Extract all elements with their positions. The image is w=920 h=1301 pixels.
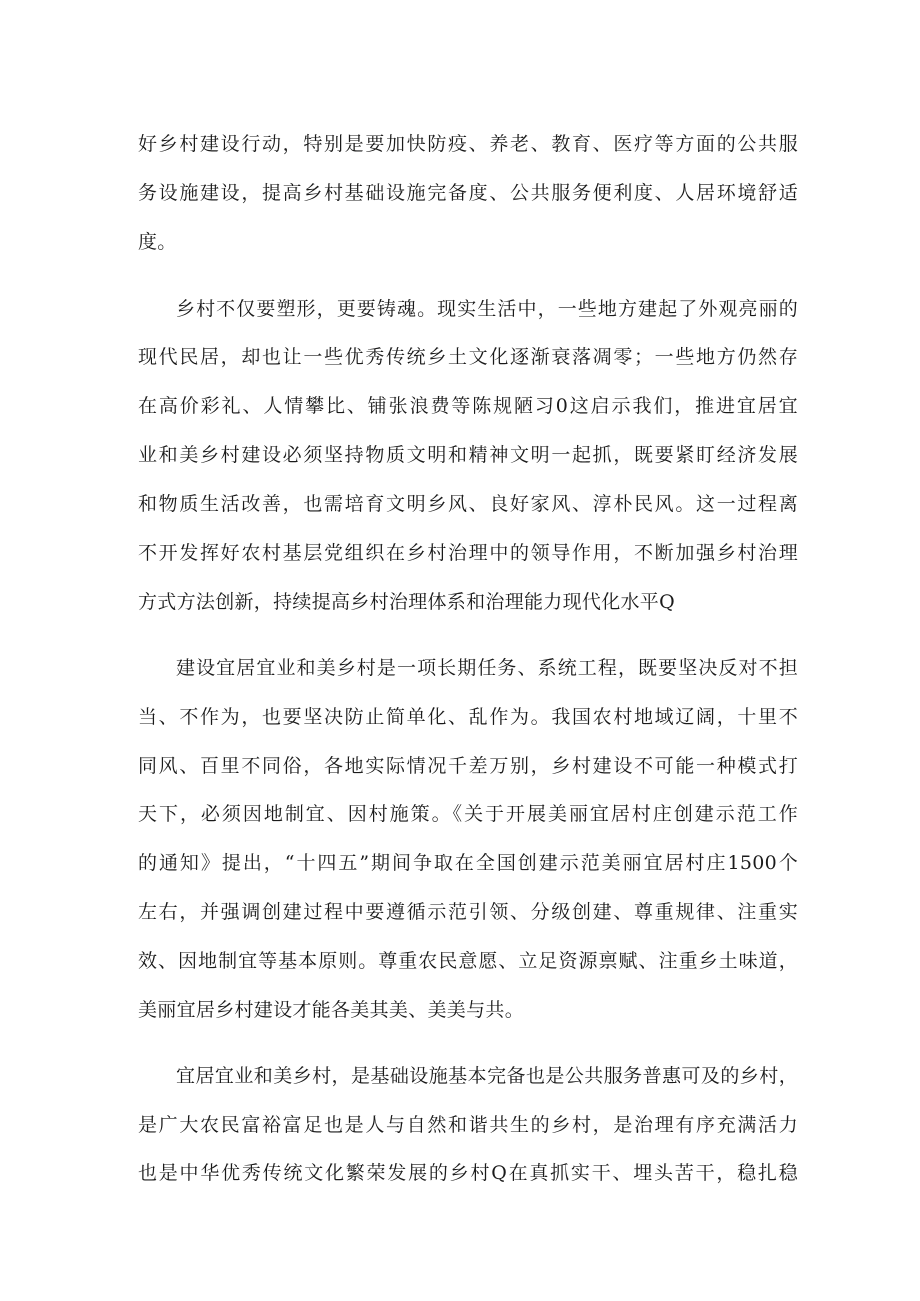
text-line: 同风、百里不同俗，各地实际情况千差万别，乡村建设不可能一种模式打 bbox=[138, 755, 798, 777]
text-line: 现代民居，却也让一些优秀传统乡土文化逐渐衰落凋零；一些地方仍然存 bbox=[138, 346, 798, 368]
text-line: 好乡村建设行动，特别是要加快防疫、养老、教育、医疗等方面的公共服 bbox=[138, 133, 798, 155]
text-line: 乡村不仅要塑形，更要铸魂。现实生活中，一些地方建起了外观亮丽的 bbox=[176, 298, 798, 320]
text-line: 天下，必须因地制宜、因村施策。《关于开展美丽宜居村庄创建示范工作 bbox=[138, 803, 798, 825]
text-line: 的通知》提出，“十四五”期间争取在全国创建示范美丽宜居村庄1500个 bbox=[138, 852, 798, 874]
text-line: 也是中华优秀传统文化繁荣发展的乡村Q在真抓实干、埋头苦干，稳扎稳 bbox=[138, 1162, 798, 1184]
text-line: 方式方法创新，持续提高乡村治理体系和治理能力现代化水平Q bbox=[138, 591, 675, 613]
text-line: 效、因地制宜等基本原则。尊重农民意愿、立足资源禀赋、注重乡土味道， bbox=[138, 950, 798, 972]
text-line: 建设宜居宜业和美乡村是一项长期任务、系统工程，既要坚决反对不担 bbox=[176, 657, 798, 679]
text-line: 宜居宜业和美乡村，是基础设施基本完备也是公共服务普惠可及的乡村， bbox=[176, 1065, 798, 1087]
text-line: 左右，并强调创建过程中要遵循示范引领、分级创建、尊重规律、注重实 bbox=[138, 901, 798, 923]
text-line: 不开发挥好农村基层党组织在乡村治理中的领导作用，不断加强乡村治理 bbox=[138, 542, 798, 564]
text-line: 业和美乡村建设必须坚持物质文明和精神文明一起抓，既要紧盯经济发展 bbox=[138, 444, 798, 466]
text-line: 度。 bbox=[138, 231, 177, 253]
text-line: 是广大农民富裕富足也是人与自然和谐共生的乡村，是治理有序充满活力 bbox=[138, 1114, 798, 1136]
text-line: 和物质生活改善，也需培育文明乡风、良好家风、淳朴民风。这一过程离 bbox=[138, 493, 798, 515]
text-line: 当、不作为，也要坚决防止简单化、乱作为。我国农村地域辽阔，十里不 bbox=[138, 706, 798, 728]
text-line: 务设施建设，提高乡村基础设施完备度、公共服务便利度、人居环境舒适 bbox=[138, 182, 798, 204]
text-line: 美丽宜居乡村建设才能各美其美、美美与共。 bbox=[138, 999, 525, 1021]
text-line: 在高价彩礼、人情攀比、铺张浪费等陈规陋习0这启示我们，推进宜居宜 bbox=[138, 395, 798, 417]
